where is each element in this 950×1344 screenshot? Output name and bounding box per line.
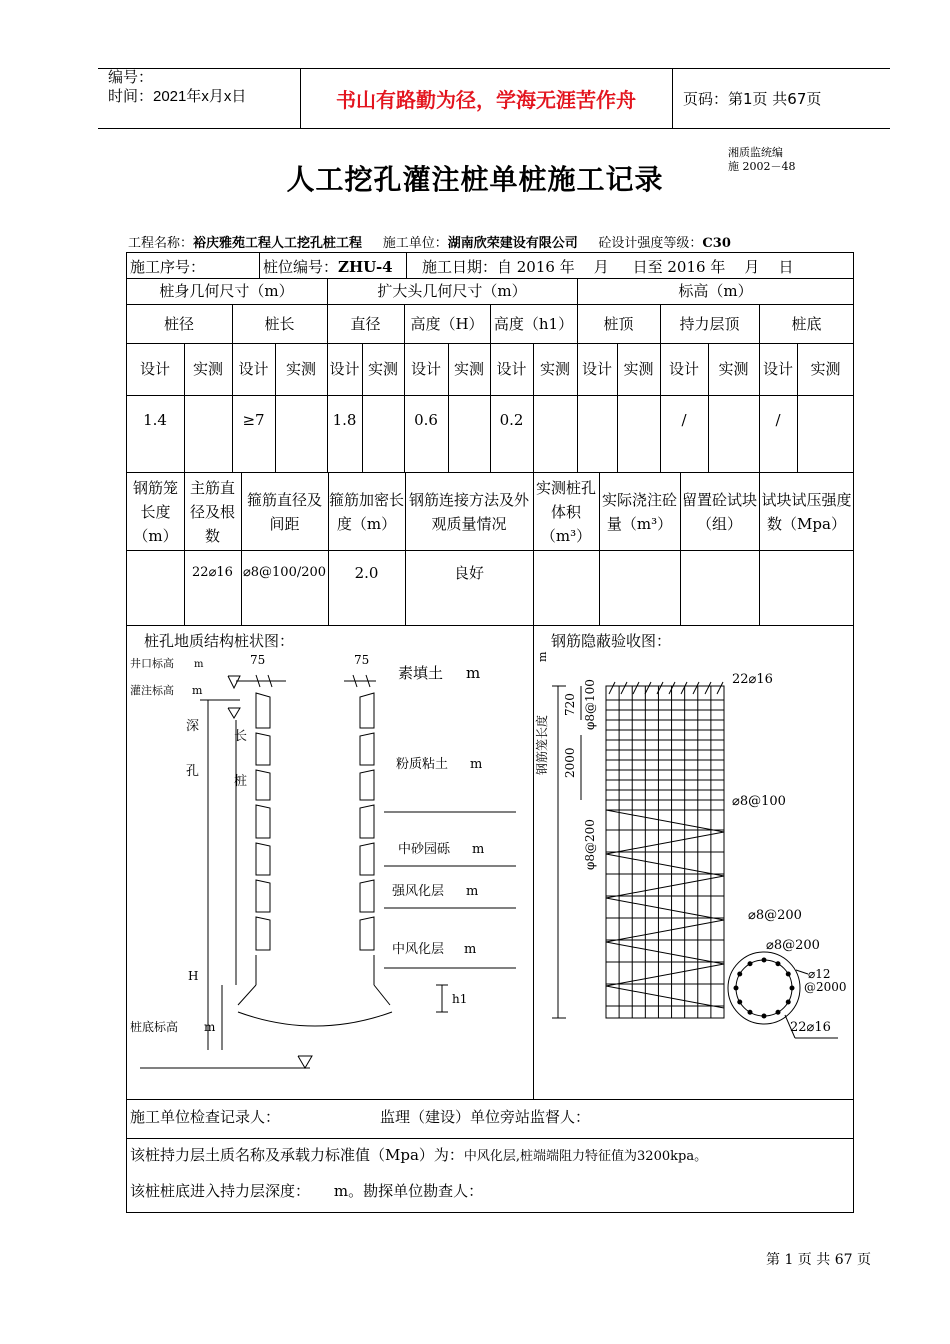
layer-name: 素填土 [398,664,444,682]
c12-label: ⌀12 [808,967,831,981]
rebar-head-dense: 箍筋加密长度（m） [328,490,404,533]
pour-unit: m [192,684,203,697]
dm-design: 设计 [238,360,269,378]
length-label-zhuang: 桩 [234,774,248,789]
rebar-head-connection: 钢筋连接方法及外观质量情况 [408,490,529,533]
layer-name: 强风化层 [392,884,445,899]
spiral [606,810,724,832]
value-h1-design: 0.2 [499,411,524,429]
subhead-pile-top: 桩顶 [603,314,634,333]
pour-label: 灌注标高 [130,684,174,697]
spiral [606,832,724,854]
length-label-chang: 长 [234,729,248,744]
spiral [606,854,724,876]
rebar-head-main: 主筋直径及根数 [189,478,235,545]
phi8-200-label: φ8@200 [583,819,597,870]
section-bar-dot [762,1014,767,1019]
motto: 书山有路勤为径，学海无涯苦作舟 [336,87,636,112]
depth-label-kong: 孔 [186,764,200,779]
dim-75-left: 75 [250,653,266,667]
dm-measured: 实测 [810,360,841,378]
section-bar-dot [776,1010,781,1015]
project-value: 裕庆雅苑工程人工挖孔桩工程 [193,236,363,251]
top-mark [705,682,711,694]
rebar-head-poured: 实际浇注砼量（m³） [601,490,677,533]
value-diameter-design: 1.4 [143,411,167,429]
depth-line: 该桩桩底进入持力层深度： m。勘探单位勘查人： [130,1182,484,1200]
code-label: 编号： [108,69,154,86]
dm-design: 设计 [581,360,612,378]
dm-design: 设计 [410,360,441,378]
inspector-label: 施工单位检查记录人： [130,1108,281,1126]
dm-measured: 实测 [539,360,570,378]
H-label: H [188,969,199,983]
unit-label: 施工单位： [382,236,448,251]
c2000-label: @2000 [804,980,847,994]
pos-value: ZHU-4 [338,258,393,276]
h1-label: h1 [452,992,468,1006]
wellhead-unit: m [194,659,204,670]
dm-design: 设计 [496,360,527,378]
layer-unit: m [466,664,481,682]
dm-design: 设计 [139,360,170,378]
bottom-label: 桩底标高 [130,1020,179,1034]
note-line2: 施 2002－48 [728,160,796,173]
subhead-H: 高度（H） [410,314,484,333]
section-bars [734,958,795,1019]
section-bar-dot [786,972,791,977]
section-bar-dot [762,958,767,963]
subhead-head-diameter: 直径 [350,314,381,333]
rebar-head-cage-length: 钢筋笼长度（m） [132,478,178,545]
dim-2000: 2000 [563,747,577,778]
spiral [606,986,724,1008]
rebar-connection-value: 良好 [453,564,484,582]
stirrup-100-label: ⌀8@100 [732,794,786,809]
stirrup-200-label-2: ⌀8@200 [766,938,820,953]
subhead-diameter: 桩径 [163,314,194,333]
page-footer: 第 1 页 共 67 页 [766,1252,871,1268]
dm-measured: 实测 [623,360,654,378]
main-bar-label: 22⌀16 [732,672,773,687]
main-bar-bottom-label: 22⌀16 [790,1020,831,1035]
section-bar-dot [786,1000,791,1005]
pos-label-text: 桩位编号： [263,258,339,276]
subhead-h1: 高度（h1） [493,314,574,333]
section-bar-dot [748,961,753,966]
layer-name: 粉质粘土 [396,757,449,772]
note-line1: 湘质监统编 [728,146,783,159]
layer-name: 中风化层 [392,942,445,957]
rebar-head-strength: 试块试压强度数（Mpa） [761,490,852,533]
top-mark [717,682,723,694]
date-label: 施工日期：自 2016 年 月 日至 2016 年 月 日 [422,258,794,276]
top-mark [633,682,639,694]
section-bar-dot [748,1010,753,1015]
grade-label: 砼设计强度等级： [598,236,703,251]
dm-measured: 实测 [192,360,223,378]
rebar-dense-value: 2.0 [354,564,379,582]
value-bearing-top-design: / [681,411,687,429]
page-code: 页码：第1页 共67页 [683,90,822,108]
spiral [606,942,724,964]
section-outer-circle [728,952,800,1024]
dim-720: 720 [563,693,577,716]
rebar-head-specimens: 留置砼试块（组） [681,490,757,533]
layer-unit: m [466,884,479,899]
unit-value: 湖南欣荣建设有限公司 [447,236,578,251]
layer-unit: m [472,842,485,857]
value-length-design: ≥7 [242,411,265,429]
dm-measured: 实测 [285,360,316,378]
cage-bars [606,682,724,1018]
cage-length-label: 钢筋笼长度 [535,714,549,775]
dm-measured: 实测 [718,360,749,378]
top-mark [609,682,615,694]
rebar-main-value: 22⌀16 [192,565,233,580]
page-title: 人工挖孔灌注桩单桩施工记录 [286,163,664,196]
value-pile-bottom-design: / [775,411,781,429]
section-bar-dot [790,986,795,991]
dm-measured: 实测 [367,360,398,378]
supervisor-label: 监理（建设）单位旁站监督人： [380,1108,591,1126]
dm-design: 设计 [329,360,360,378]
grade-value: C30 [702,236,731,251]
section-bar-dot [734,986,739,991]
bearing-label: 该桩持力层土质名称及承载力标准值（Mpa）为： [130,1146,464,1164]
project-label: 工程名称： [128,236,194,251]
rebar-head-volume: 实测桩孔体积（m³） [535,478,596,545]
spiral [606,964,724,986]
wellhead-label: 井口标高 [130,657,174,670]
dim-75-right: 75 [354,653,370,667]
bearing-value: 中风化层,桩端端阻力特征值为3200kpa。 [463,1149,708,1164]
layer-name: 中砂园砾 [398,842,451,857]
dm-design: 设计 [668,360,699,378]
section-inner-circle [736,960,792,1016]
seq-label: 施工序号： [130,258,206,276]
m-label: m [536,651,549,662]
subhead-bearing-top: 持力层顶 [679,314,740,333]
spiral [606,920,724,942]
group-body-geom: 桩身几何尺寸（m） [159,282,294,300]
bottom-unit: m [204,1020,216,1034]
group-elevation: 标高（m） [678,282,753,300]
value-H-design: 0.6 [414,411,438,429]
section-bar-dot [776,961,781,966]
rebar-diagram-title: 钢筋隐蔽验收图： [551,632,672,650]
time-label: 时间：2021年x月x日 [108,88,247,105]
bearing-line [130,1144,707,1165]
layer-unit: m [470,757,483,772]
top-mark [621,682,627,694]
rebar-stirrup-value: ⌀8@100/200 [242,565,327,580]
dm-design: 设计 [762,360,793,378]
subhead-pile-bottom: 桩底 [791,314,822,333]
dm-measured: 实测 [453,360,484,378]
rebar-head-stirrup: 箍筋直径及间距 [246,490,322,533]
depth-label-shen: 深 [186,719,200,734]
value-head-diameter-design: 1.8 [332,411,357,429]
section-bar-dot [737,972,742,977]
group-head-geom: 扩大头几何尺寸（m） [377,282,527,300]
layer-unit: m [464,942,477,957]
section-bar-dot [737,1000,742,1005]
phi8-100-label: φ8@100 [583,679,597,730]
top-mark [645,682,651,694]
stirrup-200-label: ⌀8@200 [748,908,802,923]
geology-title: 桩孔地质结构桩状图： [144,632,295,650]
top-mark [657,682,663,694]
spiral [606,898,724,920]
top-mark [681,682,687,694]
spiral [606,876,724,898]
subhead-length: 桩长 [264,314,295,333]
